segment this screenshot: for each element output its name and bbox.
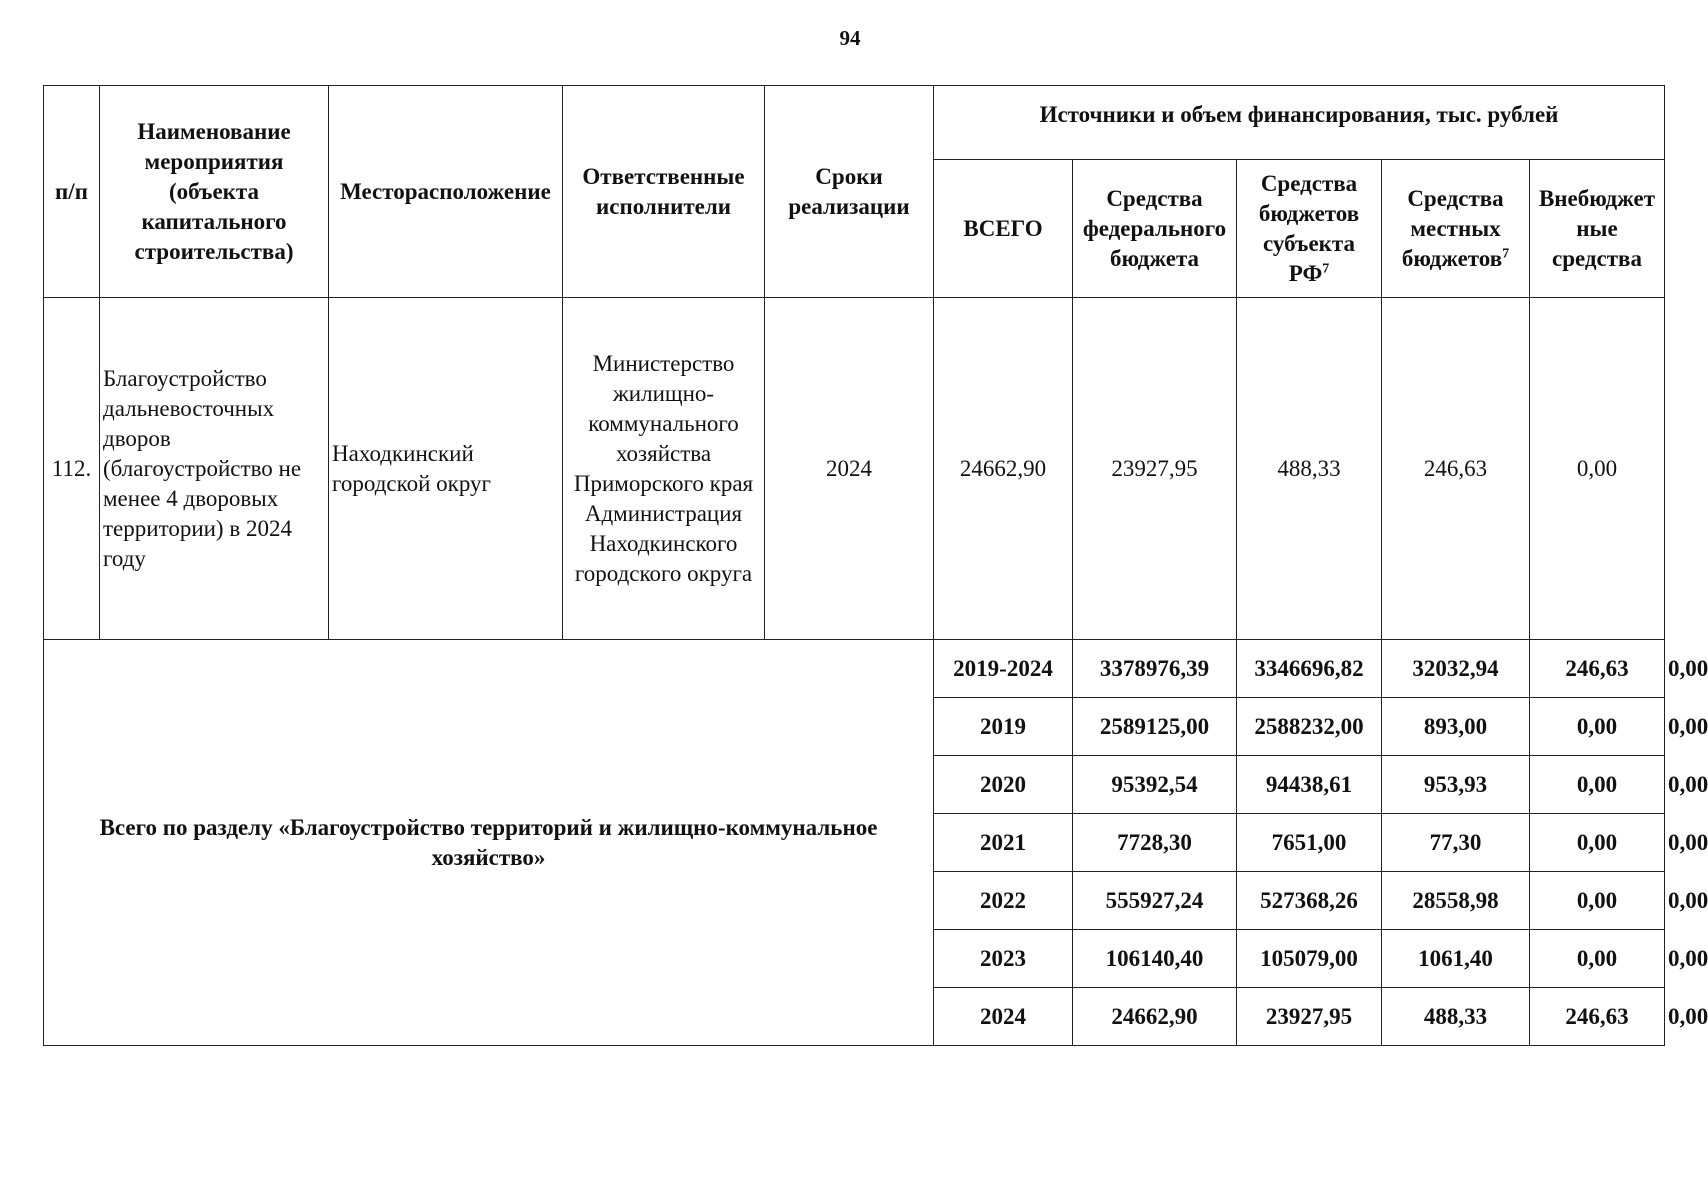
row-regional: 488,33: [1237, 298, 1382, 640]
header-period: Сроки реализации: [765, 86, 934, 298]
row-period: 2024: [765, 298, 934, 640]
summary-period: 2023: [934, 930, 1073, 988]
summary-total: 95392,54: [1073, 756, 1237, 814]
summary-local: 0,00: [1530, 930, 1665, 988]
summary-federal: 2588232,00: [1237, 698, 1382, 756]
header-location: Месторасположение: [329, 86, 563, 298]
summary-row: 2019 2589125,00 2588232,00 893,00 0,00 0,00: [44, 698, 1665, 756]
summary-total: 7728,30: [1073, 814, 1237, 872]
row-federal: 23927,95: [1073, 298, 1237, 640]
financing-table: [43, 85, 1708, 1046]
header-regional: Средства бюджетов субъекта $РФ^7$: [1237, 160, 1382, 298]
summary-federal: 105079,00: [1237, 930, 1382, 988]
summary-regional: 77,30: [1382, 814, 1530, 872]
summary-regional: 32032,94: [1382, 640, 1530, 698]
summary-row: 2020 95392,54 94438,61 953,93 0,00 0,00: [44, 756, 1665, 814]
summary-regional: 488,33: [1382, 988, 1530, 1046]
summary-regional: 953,93: [1382, 756, 1530, 814]
summary-period: 2024: [934, 988, 1073, 1046]
summary-total: 555927,24: [1073, 872, 1237, 930]
summary-federal: 527368,26: [1237, 872, 1382, 930]
summary-federal: 3346696,82: [1237, 640, 1382, 698]
summary-federal: 94438,61: [1237, 756, 1382, 814]
summary-row: 2024 24662,90 23927,95 488,33 246,63 0,00: [44, 988, 1665, 1046]
summary-total: 3378976,39: [1073, 640, 1237, 698]
summary-local: 0,00: [1530, 814, 1665, 872]
summary-period: 2019: [934, 698, 1073, 756]
row-location: Находкинский городской округ: [329, 298, 563, 640]
summary-local: 246,63: [1530, 640, 1665, 698]
summary-regional: 1061,40: [1382, 930, 1530, 988]
page-number: 94: [839, 26, 861, 50]
summary-row: 2021 7728,30 7651,00 77,30 0,00 0,00: [44, 814, 1665, 872]
summary-regional: 28558,98: [1382, 872, 1530, 930]
summary-total: 2589125,00: [1073, 698, 1237, 756]
row-extra: 0,00: [1530, 298, 1665, 640]
row-executors: Министерство жилищно-коммунального хозяйства Приморского края Администрация Находкинского городского округа: [563, 298, 765, 640]
row-num: 112.: [44, 298, 100, 640]
summary-total: 106140,40: [1073, 930, 1237, 988]
summary-local: 0,00: [1530, 756, 1665, 814]
summary-local: 0,00: [1530, 698, 1665, 756]
header-local: Средства местных бюджетов$^7$: [1382, 160, 1530, 298]
row-name: Благоустройство дальневосточных дворов (благоустройство не менее 4 дворовых территории) в 2024 году: [100, 298, 329, 640]
header-sources-group: Источники и объем финансирования, тыс. рублей: [934, 86, 1665, 160]
row-total: 24662,90: [934, 298, 1073, 640]
summary-regional: 893,00: [1382, 698, 1530, 756]
summary-row: 2022 555927,24 527368,26 28558,98 0,00 0,00: [44, 872, 1665, 930]
row-local: 246,63: [1382, 298, 1530, 640]
summary-local: 246,63: [1530, 988, 1665, 1046]
summary-row: 2023 106140,40 105079,00 1061,40 0,00 0,00: [44, 930, 1665, 988]
summary-period: 2022: [934, 872, 1073, 930]
header-extra: Внебюджет ные средства: [1530, 160, 1665, 298]
summary-federal: 7651,00: [1237, 814, 1382, 872]
header-executors: Ответственные исполнители: [563, 86, 765, 298]
summary-federal: 23927,95: [1237, 988, 1382, 1046]
summary-row: Всего по разделу «Благоустройство территорий и жилищно-коммунальное хозяйство» 2019-2024 3378976,39 3346696,82 32032,94 246,63 0,00: [44, 640, 1665, 698]
header-federal: Средства федерального бюджета: [1073, 160, 1237, 298]
table-row: [44, 298, 1665, 640]
summary-total: 24662,90: [1073, 988, 1237, 1046]
summary-period: 2020: [934, 756, 1073, 814]
summary-local: 0,00: [1530, 872, 1665, 930]
header-num: п/п: [44, 86, 100, 298]
summary-period: 2021: [934, 814, 1073, 872]
summary-period: 2019-2024: [934, 640, 1073, 698]
summary-label: Всего по разделу «Благоустройство территорий и жилищно-коммунальное хозяйство»: [44, 640, 934, 1046]
header-total: ВСЕГО: [934, 160, 1073, 298]
header-name: Наименование мероприятия (объекта капитального строительства): [100, 86, 329, 298]
